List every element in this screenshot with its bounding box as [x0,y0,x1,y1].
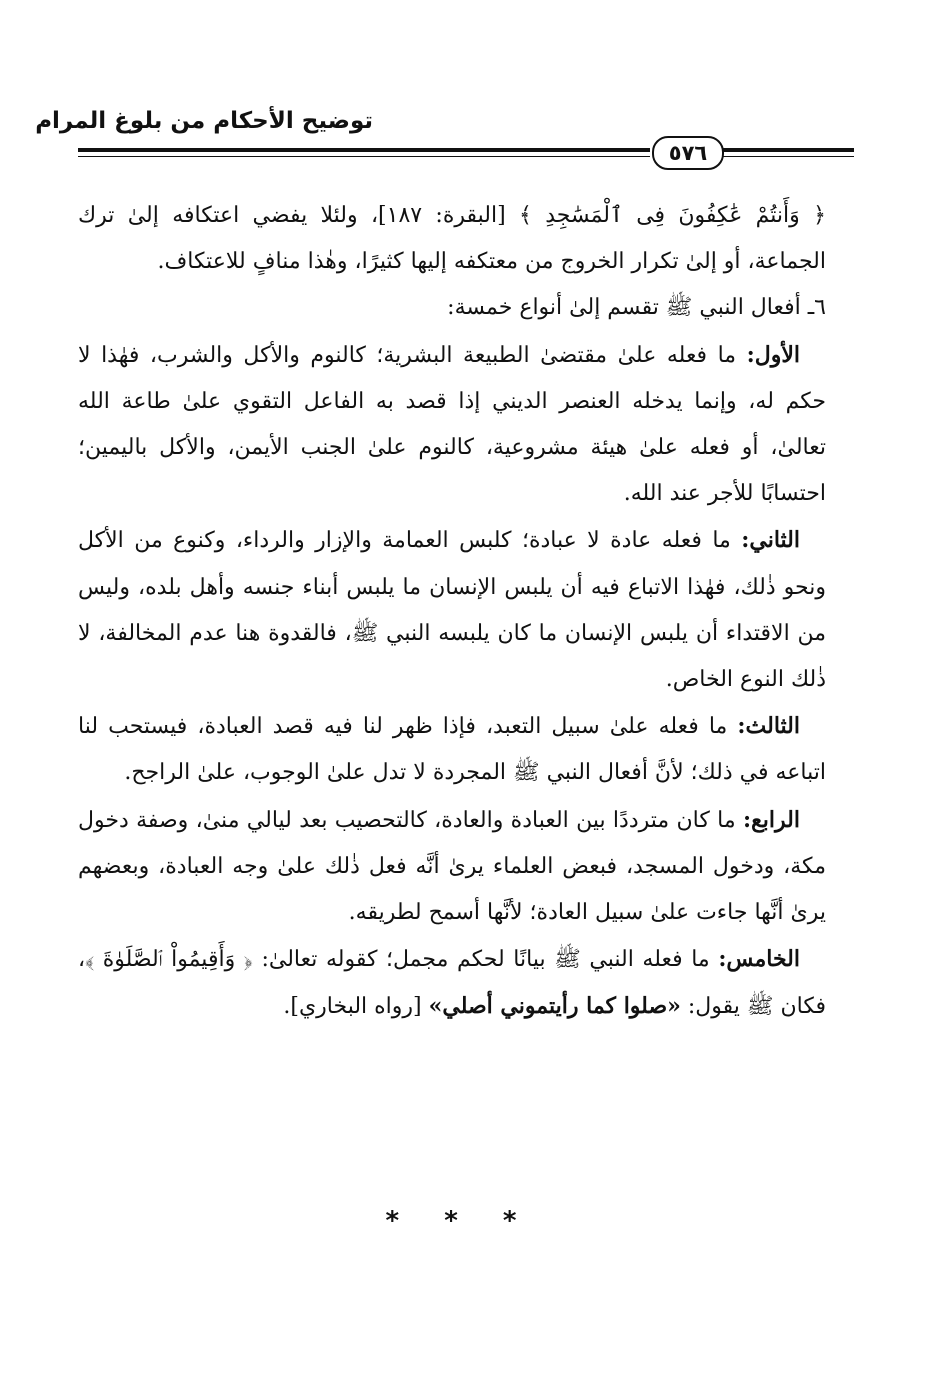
paragraph-text: [رواه البخاري]. [283,994,429,1020]
header-rule-right-thin [722,156,854,157]
paragraph-text: ما فعله النبي ﷺ بيانًا لحكم مجمل؛ كقوله تعالىٰ: [252,947,719,973]
paragraph-text: [البقرة: ١٨٧]، ولئلا يفضي اعتكافه إلىٰ ترك الجماعة، أو إلىٰ تكرار الخروج من معتكفه إليها كثيرًا، وهٰذا منافٍ للاعتكاف. [78,203,826,275]
term-label: الرابع: [742,806,800,833]
term-label: الثاني: [741,527,800,554]
paragraph-continuation [78,193,826,285]
header-rule-left-thick [78,148,650,152]
running-head-title: توضيح الأحكام من بلوغ المرام [35,108,373,134]
body-text [78,193,826,1031]
quran-verse: ﴿ وَأَقِيمُواْ ٱلصَّلَوٰةَ ﴾ [85,947,253,973]
section-heading-item-6: ٦ـ أفعال النبي ﷺ تقسم إلىٰ أنواع خمسة: [447,295,826,321]
header-rule-left-thin [78,156,650,157]
paragraph-third-type [78,703,826,796]
quran-verse: ﴿ وَأَنتُمْ عَٰكِفُونَ فِى ٱلْمَسَٰجِدِ ﴾ [519,203,827,228]
term-label: الأول: [746,341,800,368]
term-label: الثالث: [737,713,800,740]
paragraph-text: ما فعله علىٰ مقتضىٰ الطبيعة البشرية؛ كالنوم والأكل والشرب، فهٰذا لا حكم له، وإنما يدخله العنصر الديني إذا قصد به الفاعل التقوي علىٰ طاعة الله تعالىٰ، أو فعله علىٰ هيئة مشروعية، كالنوم علىٰ الجنب الأيمن، والأكل باليمين؛ احتسابًا للأجر عند الله. [78,342,826,507]
term-label: الخامس: [718,946,800,973]
paragraph-fifth-type [78,936,826,1030]
paragraph-first-type [78,332,826,518]
paragraph-fourth-type [78,797,826,937]
header-rule-right-thick [722,148,854,152]
page-number: ٥٧٦ [652,136,724,170]
paragraph-text: ما فعله عادة لا عبادة؛ كلبس العمامة والإزار والرداء، وكنوع من الأكل ونحو ذٰلك، فهٰذا الاتباع فيه أن يلبس الإنسان ما يلبس أبناء جنسه وأهل بلده، وليس من الاقتداء أن يلبس الإنسان ما كان يلبسه النبي ﷺ، فالقدوة هنا عدم المخالفة، لا ذٰلك النوع الخاص. [78,528,826,693]
hadith-quote: «صلوا كما رأيتموني أصلي» [428,993,681,1020]
paragraph-text: ما كان مترددًا بين العبادة والعادة، كالتحصيب بعد ليالي منىٰ، وصفة دخول مكة، ودخول المسجد، فبعض العلماء يرىٰ أنَّه فعل ذٰلك علىٰ وجه العبادة، وبعضهم يرىٰ أنَّها جاءت علىٰ سبيل العادة؛ لأنَّها أسمح لطريقه. [78,807,826,926]
section-separator: * * * [385,1206,535,1236]
paragraph-second-type [78,517,826,703]
paragraph-text: ، فكان ﷺ يقول: [78,947,826,1020]
paragraph-text: ما فعله علىٰ سبيل التعبد، فإذا ظهر لنا فيه قصد العبادة، فيستحب لنا اتباعه في ذلك؛ لأنَّ أفعال النبي ﷺ المجردة لا تدل علىٰ الوجوب، علىٰ الراجح. [78,714,826,786]
